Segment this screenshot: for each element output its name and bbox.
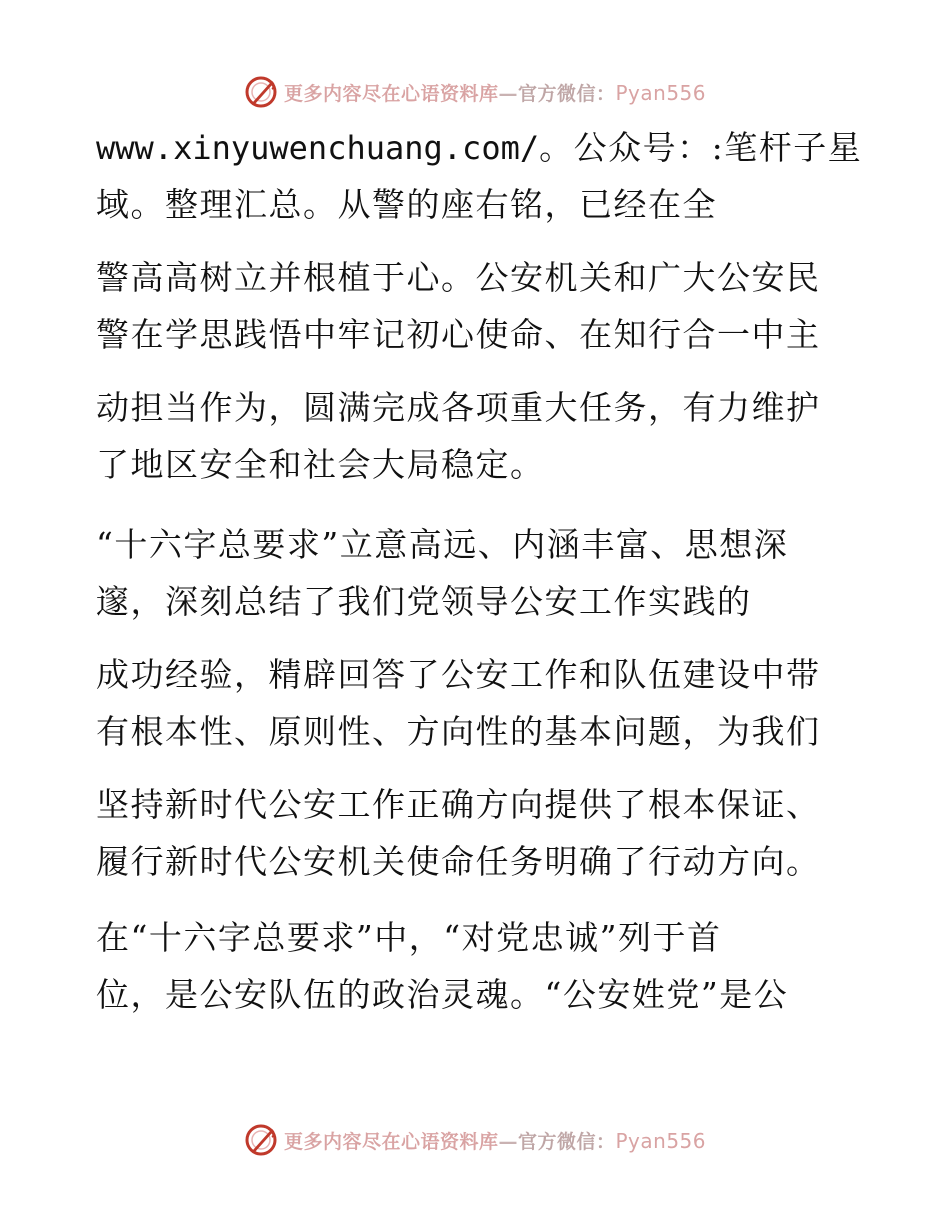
watermark-brand: 更多内容尽在心语资料库	[283, 1130, 499, 1153]
watermark-text	[284, 79, 706, 106]
body-line-10: 有根本性、原则性、方向性的基本问题，为我们	[96, 712, 821, 751]
footer-watermark	[0, 1120, 950, 1160]
body-line-12: 履行新时代公安机关使命任务明确了行动方向。	[96, 842, 821, 881]
body-line-2: 域。整理汇总。从警的座右铭，已经在全	[96, 185, 717, 224]
body-line-3: 警高高树立并根植于心。公安机关和广大公安民	[96, 258, 821, 297]
quill-logo-icon	[244, 75, 278, 109]
body-line-4: 警在学思践悟中牢记初心使命、在知行合一中主	[96, 315, 821, 354]
header-watermark	[0, 72, 950, 112]
body-line-9: 成功经验，精辟回答了公安工作和队伍建设中带	[96, 655, 821, 694]
watermark-text	[284, 1127, 706, 1154]
watermark-separator: —	[498, 82, 518, 105]
watermark-brand: 更多内容尽在心语资料库	[283, 82, 499, 105]
body-line-1-text: 。公众号：:笔杆子星	[539, 128, 863, 167]
body-line-6: 了地区安全和社会大局稳定。	[96, 445, 545, 484]
body-line-1	[96, 128, 862, 168]
watermark-official: 官方微信：	[517, 1130, 616, 1153]
quill-logo-icon	[244, 1123, 278, 1157]
body-line-13: 在“十六字总要求”中，“对党忠诚”列于首	[96, 918, 722, 957]
watermark-official: 官方微信：	[517, 82, 616, 105]
body-line-7: “十六字总要求”立意高远、内涵丰富、思想深	[96, 525, 789, 564]
watermark-account: Pyan556	[615, 1128, 707, 1153]
body-line-8: 邃，深刻总结了我们党领导公安工作实践的	[96, 582, 752, 621]
body-line-11: 坚持新时代公安工作正确方向提供了根本保证、	[96, 785, 821, 824]
watermark-separator: —	[498, 1130, 518, 1153]
watermark-account: Pyan556	[615, 80, 707, 105]
site-url: www.xinyuwenchuang.com/	[96, 129, 540, 167]
body-line-14: 位，是公安队伍的政治灵魂。“公安姓党”是公	[96, 975, 789, 1014]
body-line-5: 动担当作为，圆满完成各项重大任务，有力维护	[96, 388, 821, 427]
